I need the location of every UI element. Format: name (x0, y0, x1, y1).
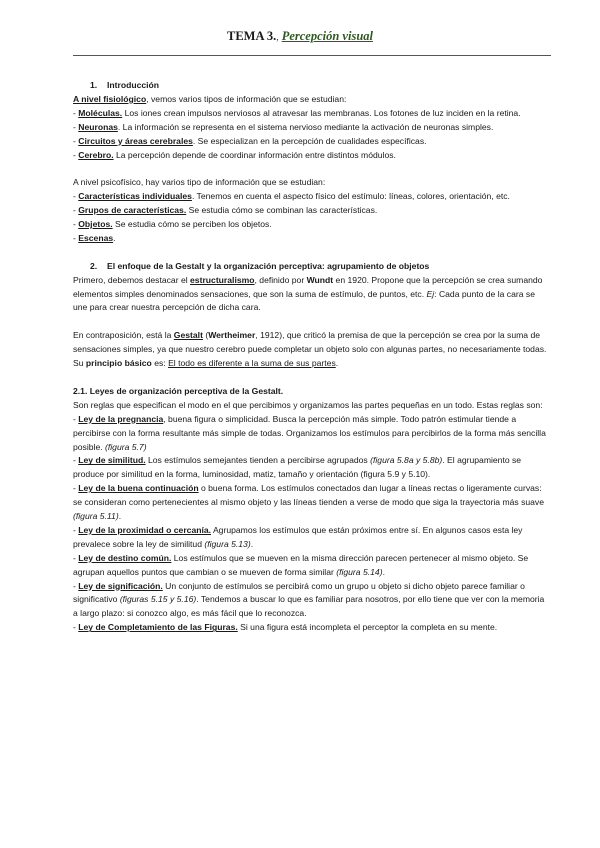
item-term: Ley de Completamiento de las Figuras. (78, 622, 238, 633)
header-subtitle: Percepción visual (281, 29, 373, 43)
list-item (73, 413, 551, 455)
list-item (73, 121, 551, 135)
wertheimer-author: Wertheimer (208, 330, 256, 341)
item-text: Un conjunto de estímulos se percibirá como un grupo u objeto si dicho objeto parece familiar o significativo (73, 580, 525, 605)
ej-label: Ej (426, 288, 435, 299)
list-item (73, 552, 551, 580)
figure-reference: (figura 5.13) (204, 538, 251, 549)
p2-a: En contraposición, está la (73, 330, 174, 341)
item-text: . (113, 232, 116, 243)
principio-basico: principio básico (85, 358, 152, 369)
item-term: Neuronas (78, 121, 118, 132)
item-text: , buena figura o simplicidad. Busca la percepción más simple. Todo patrón estimular tiende a percibirse con la forma resultante más simple de todas. Organizamos los estímulos para percibirlos de la forma más sencilla posible. (73, 413, 546, 452)
gestalt-term: Gestalt (173, 330, 203, 341)
bullet-dash: - (73, 121, 79, 132)
list-item (73, 454, 551, 482)
list-item (73, 149, 551, 163)
item-text-after: . (382, 566, 385, 577)
p2-d: es: (151, 358, 169, 369)
item-term: Moléculas. (78, 107, 123, 118)
list-item (73, 107, 551, 121)
item-text-after: . Tendemos a buscar lo que es familiar para nosotros, por ello tiene que ver con la memoria a largo plazo: si conozco algo, es más fácil que lo reconozca. (73, 594, 545, 619)
item-term: Ley de destino común. (78, 552, 172, 563)
section-2-1-heading: 2.1. Leyes de organización perceptiva de la Gestalt. (73, 385, 284, 396)
document-header (0, 29, 600, 44)
item-term: Grupos de características. (78, 205, 187, 216)
section-2-number: 2. (90, 260, 98, 271)
section-1-title: Introducción (107, 80, 160, 90)
laws-intro: Son reglas que especifican el modo en el que percibimos y organizamos las partes pequeñas en un todo. Estas reglas son: (73, 399, 543, 410)
item-text: Los iones crean impulsos nerviosos al atravesar las membranas. Los fotones de luz inciden en la retina. (122, 107, 521, 118)
p1-b: , definido por (254, 274, 307, 285)
figure-reference: (figuras 5.15 y 5.16) (119, 594, 197, 605)
document-body (73, 79, 551, 635)
list-item (73, 190, 551, 204)
list-item (73, 204, 551, 218)
bullet-dash: - (73, 149, 79, 160)
p1-a: Primero, debemos destacar el (73, 274, 191, 285)
figure-reference: (figura 5.8a y 5.8b) (370, 455, 443, 466)
header-comma: , (276, 32, 279, 42)
item-text: . La información se representa en el sistema nervioso mediante la activación de neuronas simples. (117, 121, 494, 132)
figure-reference: (figura 5.14) (336, 566, 383, 577)
bullet-dash: - (73, 205, 79, 216)
item-text: Los estímulos semejantes tienden a percibirse agrupados (145, 455, 371, 466)
item-text: Se estudia cómo se perciben los objetos. (112, 219, 272, 230)
item-term: Ley de la buena continuación (78, 483, 199, 494)
list-item (73, 232, 551, 246)
fisio-intro-text: , vemos varios tipos de información que se estudian: (146, 93, 347, 104)
list-item (73, 218, 551, 232)
item-term: Características individuales (78, 191, 192, 202)
structuralism-term: estructuralismo (190, 274, 255, 285)
section-2-heading (73, 260, 551, 274)
bullet-dash: - (73, 483, 79, 494)
bullet-dash: - (73, 107, 79, 118)
item-text: Se estudia cómo se combinan las características. (186, 205, 378, 216)
fisio-label: A nivel fisiológico (73, 93, 147, 104)
header-rule (73, 55, 551, 56)
item-term: Ley de la pregnancia (78, 413, 164, 424)
list-item (73, 524, 551, 552)
list-item (73, 482, 551, 524)
section-1-heading (73, 79, 551, 93)
p1-d: : Cada punto de la cara se une para crear nuestra percepción de dicha cara. (73, 288, 535, 313)
item-text: o buena forma. Los estímulos conectados dan lugar a líneas rectas o ligeramente curvas: se consideran como pertenecientes al mismo objeto y las líneas tienden a verse de modo que siga la trayectoria más suave (73, 483, 545, 508)
wundt-author: Wundt (306, 274, 334, 285)
p1-c: en 1920. Propone que la percepción se crea sumando elementos simples denominados sensaciones, que son la suma de estímulo, de puntos, etc. (73, 274, 543, 299)
item-text: Los estímulos que se mueven en la misma dirección parecen pertenecer al mismo objeto. Se agrupan aquellos puntos que cambian o se mueven de forma similar (73, 552, 529, 577)
bullet-dash: - (73, 580, 79, 591)
laws-list (73, 413, 551, 636)
item-term: Cerebro. (78, 149, 114, 160)
item-text-after: . (118, 511, 122, 522)
psico-list (73, 190, 551, 246)
item-term: Circuitos y áreas cerebrales (78, 135, 193, 146)
item-term: Objetos. (78, 219, 113, 230)
gestalt-principle-quote: El todo es diferente a la suma de sus partes (168, 358, 336, 369)
bullet-dash: - (73, 455, 79, 466)
item-text: Si una figura está incompleta el perceptor la completa en su mente. (237, 622, 498, 633)
item-text-after: . El agrupamiento se produce por similitud en la forma, luminosidad, matiz, tamaño y orientación (figura 5.9 y 5.10). (73, 455, 522, 480)
list-item (73, 135, 551, 149)
bullet-dash: - (73, 191, 79, 202)
item-text: . Se especializan en la percepción de cualidades específicas. (192, 135, 427, 146)
p2-b: ( (202, 330, 209, 341)
item-term: Ley de la proximidad o cercanía. (78, 524, 212, 535)
figure-reference: (figura 5.11) (73, 511, 119, 522)
bullet-dash: - (73, 622, 79, 633)
psico-intro: A nivel psicofísico, hay varios tipo de información que se estudian: (73, 177, 326, 188)
item-text: . Tenemos en cuenta el aspecto físico del estímulo: líneas, colores, orientación, etc. (191, 191, 510, 202)
section-1-number: 1. (90, 80, 98, 90)
fisio-list (73, 107, 551, 163)
item-text: La percepción depende de coordinar información entre distintos módulos. (113, 149, 396, 160)
gestalt-paragraph (73, 329, 551, 371)
item-term: Ley de similitud. (78, 455, 146, 466)
item-text-after: . (250, 538, 254, 549)
p2-c: , 1912), que criticó la premisa de que la percepción se crea por la suma de sensaciones simples, ya que nuestro cerebro puede completar un objeto solo con algunas partes, no necesariamente todas. Su (73, 330, 547, 369)
item-term: Escenas (78, 232, 114, 243)
item-term: Ley de significación. (78, 580, 163, 591)
bullet-dash: - (73, 135, 79, 146)
bullet-dash: - (73, 552, 79, 563)
fisio-intro (73, 93, 551, 107)
list-item (73, 580, 551, 622)
section-2-title: El enfoque de la Gestalt y la organización perceptiva: agrupamiento de objetos (107, 260, 430, 271)
figure-reference: (figura 5.7) (105, 441, 147, 452)
header-title: TEMA 3. (227, 29, 277, 43)
bullet-dash: - (73, 524, 79, 535)
list-item (73, 621, 551, 635)
item-text: Agrupamos los estímulos que están próximos entre sí. En algunos casos esta ley prevalece sobre la ley de similitud (73, 524, 523, 549)
structuralism-paragraph (73, 274, 551, 316)
bullet-dash: - (73, 413, 79, 424)
p2-e: . (335, 358, 339, 369)
bullet-dash: - (73, 219, 79, 230)
bullet-dash: - (73, 232, 79, 243)
